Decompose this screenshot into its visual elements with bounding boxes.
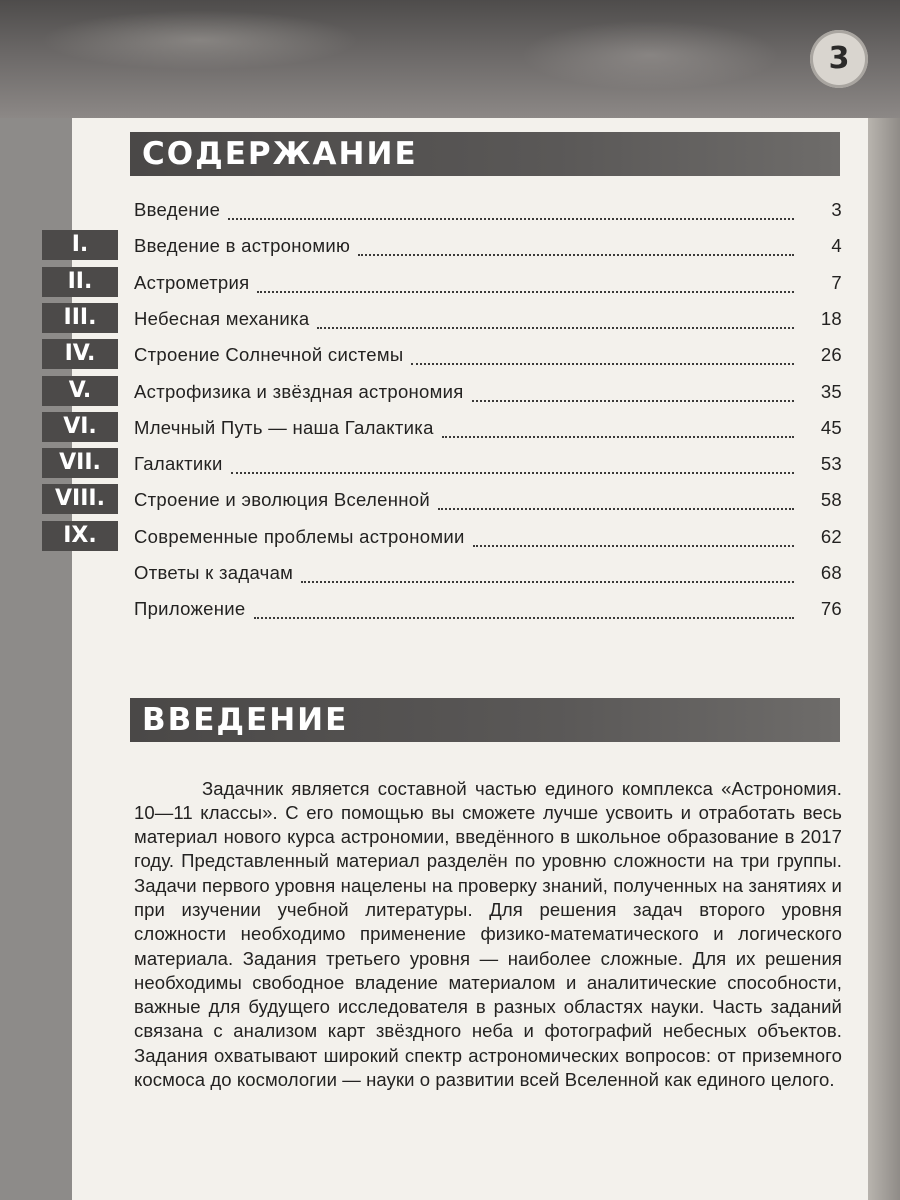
dot-leader — [257, 290, 794, 293]
toc-entry — [0, 598, 900, 628]
toc-entry — [0, 378, 900, 411]
toc-entry — [0, 414, 900, 447]
introduction-paragraph: Задачник является составной частью единого комплекса «Астрономия. 10—11 классы». С его помощью вы сможете лучше усвоить и отработать весь материал нового курса астрономии, введённого в школьное образование в 2017 году. Представленный материал разделён по уровню сложности на три группы. Задачи первого уровня нацелены на проверку знаний, полученных на занятиях и при изучении учебной литературы. Для решения задач второго уровня сложности необходимо применение физико-математического и логического материала. Задания третьего уровня — наиболее сложные. Для их решения необходимы свободное владение материалом и аналитические способности, важные для будущего исследователя в разных областях науки. Часть заданий связана с анализом карт звёздного неба и фотографий небесных объектов. Задания охватывают широкий спектр астрономических вопросов: от приземного космоса до космологии — науки о развитии всей Вселенной как единого целого. — [134, 777, 842, 1091]
toc-line — [134, 453, 842, 479]
toc-entry — [0, 523, 900, 556]
toc-entry — [0, 269, 900, 302]
toc-entry — [0, 199, 900, 229]
chapter-numeral: V. — [42, 376, 118, 406]
contents-header — [130, 132, 840, 176]
toc-entry-title: Введение в астрономию — [134, 235, 351, 256]
toc-entry-title: Небесная механика — [134, 308, 310, 329]
chapter-numeral: III. — [42, 303, 118, 333]
contents-heading: СОДЕРЖАНИЕ — [142, 136, 418, 172]
toc-line — [134, 598, 842, 624]
toc-line — [134, 272, 842, 298]
toc-entry-title: Астрофизика и звёздная астрономия — [134, 381, 464, 402]
page-number-badge: 3 — [810, 30, 868, 88]
toc-line — [134, 489, 842, 515]
toc-entry — [0, 486, 900, 519]
toc-entry-page: 68 — [820, 562, 842, 583]
introduction-heading: ВВЕДЕНИЕ — [142, 702, 349, 738]
toc-entry — [0, 341, 900, 374]
toc-entry-title: Приложение — [134, 598, 246, 619]
dot-leader — [411, 362, 794, 365]
dot-leader — [472, 399, 794, 402]
dot-leader — [254, 616, 794, 619]
dot-leader — [231, 471, 794, 474]
toc-entry-title: Строение Солнечной системы — [134, 344, 404, 365]
toc-entry-title: Млечный Путь — наша Галактика — [134, 417, 434, 438]
toc-entry-page: 62 — [820, 526, 842, 547]
dot-leader — [317, 326, 794, 329]
chapter-numeral: VIII. — [42, 484, 118, 514]
toc-line — [134, 344, 842, 370]
toc-entry-title: Астрометрия — [134, 272, 250, 293]
dot-leader — [228, 217, 794, 220]
toc-entry-page: 7 — [831, 272, 842, 293]
chapter-numeral: VII. — [42, 448, 118, 478]
toc-entry — [0, 450, 900, 483]
chapter-numeral: IX. — [42, 521, 118, 551]
toc-entry — [0, 562, 900, 592]
toc-line — [134, 199, 842, 225]
chapter-numeral: I. — [42, 230, 118, 260]
toc-entry-page: 18 — [820, 308, 842, 329]
toc-entry-title: Строение и эволюция Вселенной — [134, 489, 430, 510]
toc-line — [134, 417, 842, 443]
toc-entry-page: 26 — [820, 344, 842, 365]
toc-entry-title: Современные проблемы астрономии — [134, 526, 465, 547]
dot-leader — [438, 507, 794, 510]
toc-entry-title: Ответы к задачам — [134, 562, 294, 583]
chapter-numeral: VI. — [42, 412, 118, 442]
toc-entry-page: 76 — [820, 598, 842, 619]
toc-entry — [0, 232, 900, 265]
toc-entry-page: 53 — [820, 453, 842, 474]
toc-line — [134, 562, 842, 588]
page-top-banner — [0, 0, 900, 118]
toc-entry-title: Галактики — [134, 453, 223, 474]
dot-leader — [473, 544, 794, 547]
introduction-header — [130, 698, 840, 742]
toc-entry-page: 45 — [820, 417, 842, 438]
toc-line — [134, 235, 842, 261]
dot-leader — [442, 435, 794, 438]
chapter-numeral: II. — [42, 267, 118, 297]
toc-entry-page: 35 — [820, 381, 842, 402]
toc-line — [134, 308, 842, 334]
chapter-numeral: IV. — [42, 339, 118, 369]
toc-entry-page: 3 — [831, 199, 842, 220]
toc-line — [134, 526, 842, 552]
dot-leader — [301, 580, 794, 583]
toc-line — [134, 381, 842, 407]
dot-leader — [358, 253, 794, 256]
toc-entry-page: 4 — [831, 235, 842, 256]
toc-entry-title: Введение — [134, 199, 221, 220]
toc-entry — [0, 305, 900, 338]
toc-entry-page: 58 — [820, 489, 842, 510]
